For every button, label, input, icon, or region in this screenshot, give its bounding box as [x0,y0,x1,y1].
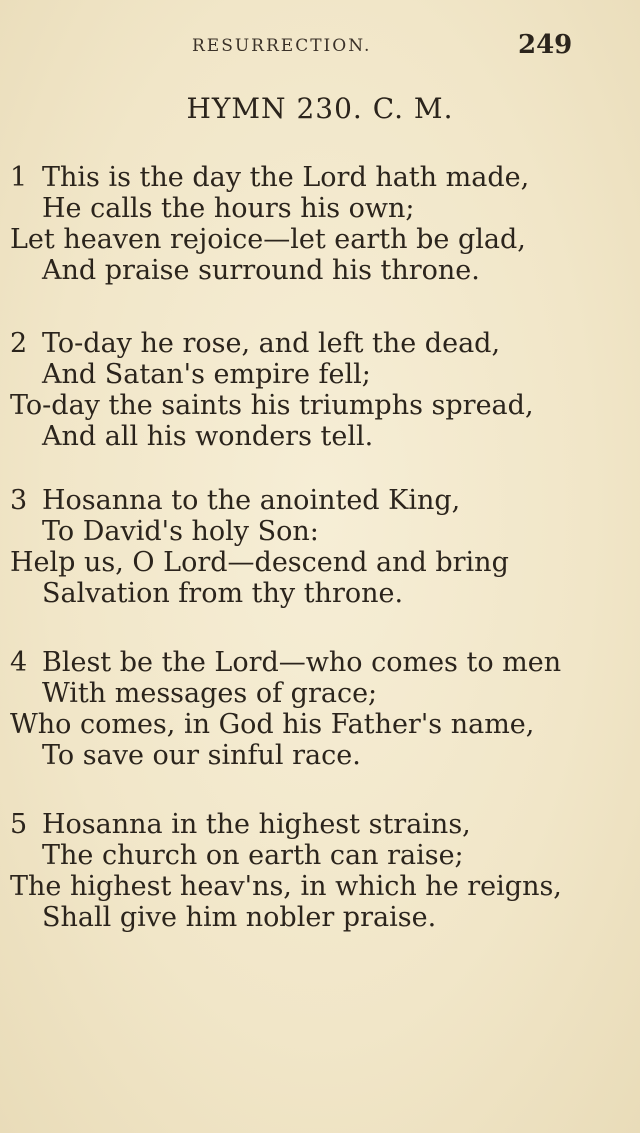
stanza-2 [10,328,630,452]
verse-line: Blest be the Lord—who comes to men [42,647,562,678]
page-number: 249 [518,30,573,60]
stanza-line [10,547,630,578]
running-title: RESURRECTION. [192,36,372,56]
verse-line: Hosanna in the highest strains, [42,809,471,840]
stanza-line [10,162,630,193]
stanza-3 [10,485,630,609]
stanza-line [10,390,630,421]
stanza-line [10,224,630,255]
stanza-number: 4 [10,647,28,678]
running-head [0,30,640,60]
verse-line: And praise surround his throne. [42,255,480,286]
verse-line: This is the day the Lord hath made, [42,162,530,193]
stanza-line [10,709,630,740]
stanza-line [10,578,630,609]
verse-line: Shall give him nobler praise. [42,902,437,933]
stanza-4 [10,647,630,771]
stanza-line [10,840,630,871]
verse-line: To-day the saints his triumphs spread, [10,390,534,421]
verse-line: And Satan's empire fell; [42,359,371,390]
verse-line: The church on earth can raise; [42,840,464,871]
stanza-line [10,647,630,678]
stanza-line [10,809,630,840]
verse-line: Salvation from thy throne. [42,578,404,609]
stanza-line [10,421,630,452]
stanza-number: 2 [10,328,28,359]
stanza-1 [10,162,630,286]
verse-line: To-day he rose, and left the dead, [42,328,501,359]
stanza-line [10,193,630,224]
verse-line: Help us, O Lord—descend and bring [10,547,509,578]
verse-line: With messages of grace; [42,678,378,709]
verse-line: Hosanna to the anointed King, [42,485,461,516]
stanza-line [10,359,630,390]
verse-line: To David's holy Son: [42,516,319,547]
stanza-number: 5 [10,809,28,840]
verse-line: And all his wonders tell. [42,421,374,452]
stanza-line [10,871,630,902]
verse-line: The highest heav'ns, in which he reigns, [10,871,562,902]
stanza-line [10,485,630,516]
verse-line: Who comes, in God his Father's name, [10,709,535,740]
stanza-line [10,328,630,359]
stanza-number: 3 [10,485,28,516]
stanza-5 [10,809,630,933]
stanza-line [10,516,630,547]
verse-line: He calls the hours his own; [42,193,415,224]
hymn-title: HYMN 230. C. M. [186,92,454,125]
stanza-line [10,740,630,771]
stanza-line [10,902,630,933]
stanza-line [10,255,630,286]
stanza-line [10,678,630,709]
verse-line: To save our sinful race. [42,740,361,771]
stanza-number: 1 [10,162,28,193]
verse-line: Let heaven rejoice—let earth be glad, [10,224,526,255]
